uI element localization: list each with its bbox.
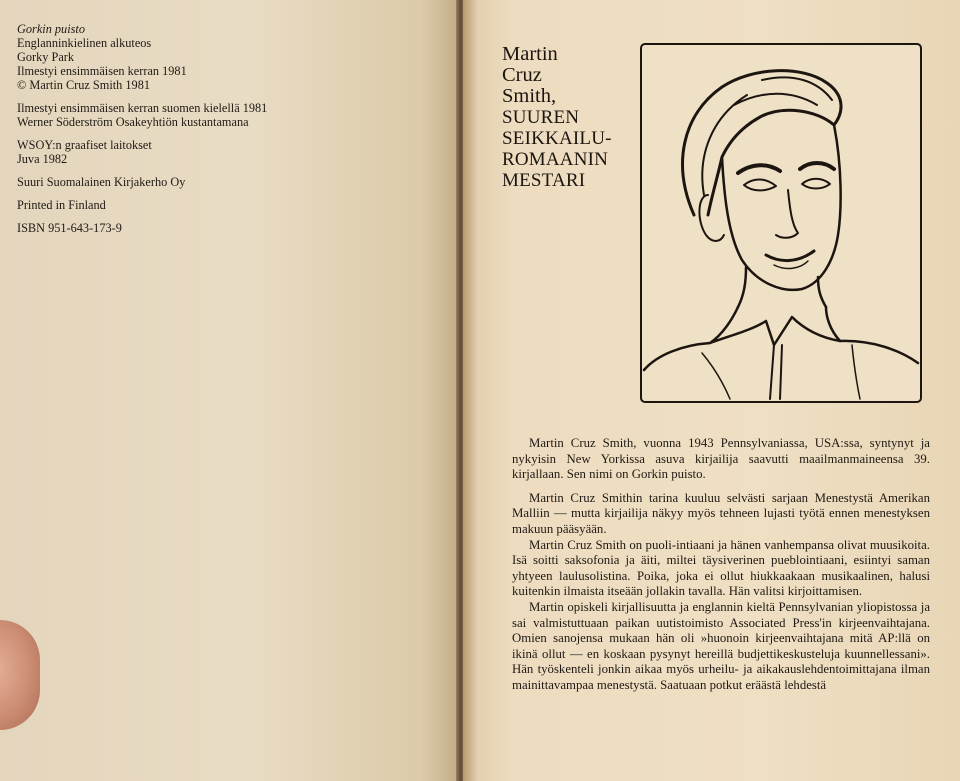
headline-line-3: Smith,	[502, 85, 557, 107]
author-portrait	[640, 43, 922, 403]
paragraph-1: Martin Cruz Smith, vuonna 1943 Pennsylvaniassa, USA:ssa, syntynyt ja nykyisin New Yorkissa asuva kirjailija saavutti maailmanmaineensa 39. kirjallaan. Sen nimi on Gorkin puisto.	[512, 436, 930, 482]
headline-line-6: ROMAANIN	[502, 149, 609, 170]
portrait-drawing	[642, 45, 920, 401]
imprint-book-club: Suuri Suomalainen Kirjakerho Oy	[17, 175, 186, 189]
headline-line-4: SUUREN	[502, 107, 580, 128]
headline-line-2: Cruz	[502, 64, 542, 86]
biography-text	[512, 436, 930, 694]
paragraph-2: Martin Cruz Smithin tarina kuuluu selvästi sarjaan Menestystä Amerikan Malliin — mutta kirjailija näkyy myös tehneen lujasti työtä ennen menestyksen makuun pääsyään.	[512, 490, 930, 536]
imprint-printer: WSOY:n graafiset laitokset	[17, 138, 152, 152]
paragraph-3: Martin Cruz Smith on puoli-intiaani ja hänen vanhempansa olivat muusikoita. Isä soitti saksofonia ja äiti, miltei täysiverinen pueblointiaani, esiintyi saman yhtyeen laulusolistina. Poika, joka ei ollut hiukkaakaan musikaalinen, halusi kuitenkin ilmaista itseään jollakin tavalla. Hän valitsi kirjoittamisen.	[512, 537, 930, 599]
imprint-original-language: Englanninkielinen alkuteos	[17, 36, 152, 50]
imprint-original-title: Gorky Park	[17, 50, 75, 64]
imprint-print-place-year: Juva 1982	[17, 152, 68, 166]
headline-line-7: MESTARI	[502, 170, 586, 191]
imprint-isbn: ISBN 951-643-173-9	[17, 221, 122, 235]
left-page	[0, 0, 458, 781]
headline-line-1: Martin	[502, 43, 558, 65]
imprint-block	[17, 22, 437, 235]
thumb-finger	[0, 620, 40, 730]
imprint-printed-in: Printed in Finland	[17, 198, 106, 212]
author-headline	[502, 44, 642, 191]
imprint-original-title-fi: Gorkin puisto	[17, 22, 85, 36]
imprint-first-published: Ilmestyi ensimmäisen kerran 1981	[17, 64, 187, 78]
imprint-finnish-first: Ilmestyi ensimmäisen kerran suomen kielellä 1981	[17, 101, 268, 115]
imprint-copyright: © Martin Cruz Smith 1981	[17, 78, 150, 92]
paragraph-4: Martin opiskeli kirjallisuutta ja englannin kieltä Pennsylvanian yliopistossa ja sai valmistuttuaan paikan uutistoimisto Associated Press'in kirjeenvaihtajana. Omien sanojensa mukaan hän oli »huonoin kirjeenvaihtajana mitä AP:llä on ikinä ollut — en koskaan pysynyt hereillä budjettikeskusteluja kuunnellessani». Hän työskenteli jonkin aikaa myös urheilu- ja aikakauslehdentoimittajana ilman mainittavampaa menestystä. Saatuaan potkut eräästä lehdestä	[512, 599, 930, 692]
imprint-publisher: Werner Söderström Osakeyhtiön kustantamana	[17, 115, 249, 129]
headline-line-5: SEIKKAILU-	[502, 128, 612, 149]
